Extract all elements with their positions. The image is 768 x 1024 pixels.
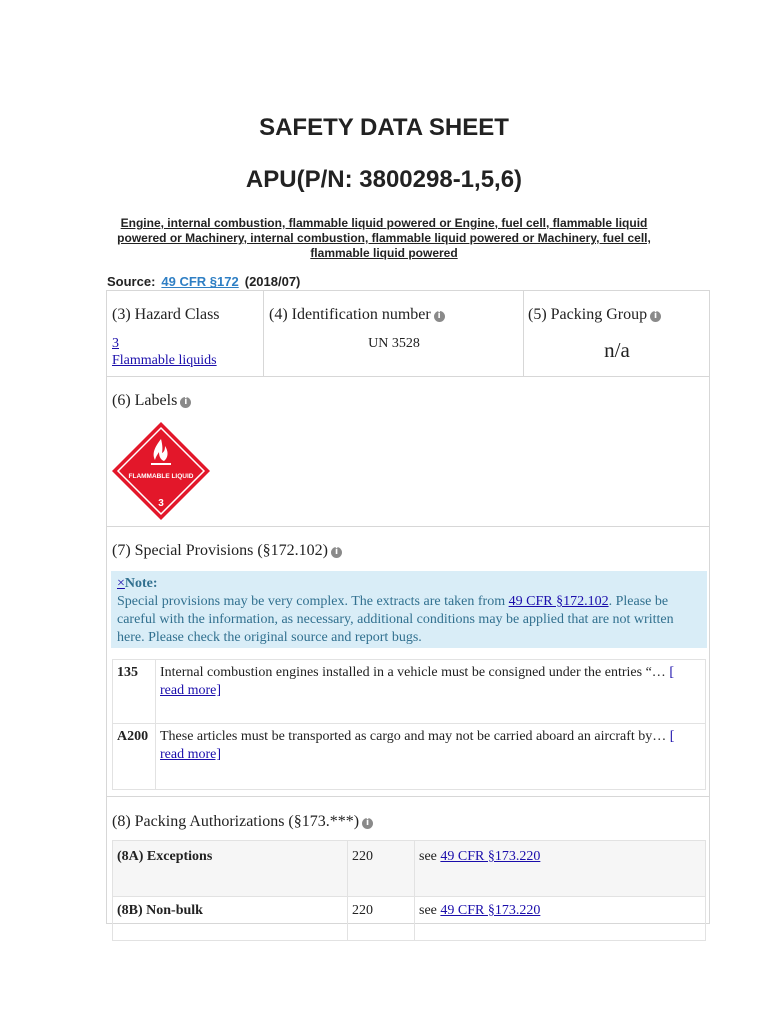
authorization-label: (8A) Exceptions xyxy=(113,841,348,897)
product-name: APU(P/N: 3800298-1,5,6) xyxy=(245,166,523,193)
special-provisions-header xyxy=(112,542,342,560)
shipping-name: Engine, internal combustion, flammable liquid powered or Engine, fuel cell, flammable liquid powered or Machinery, internal combustion, flammable liquid powered or Machinery, fuel cell, flammable liquid powered xyxy=(117,216,651,260)
provision-text: Internal combustion engines installed in a vehicle must be consigned under the entries “… xyxy=(160,665,666,680)
cfr-173-link[interactable]: 49 CFR §173.220 xyxy=(440,849,541,864)
authorization-value: 220 xyxy=(348,841,415,897)
flammable-liquid-label xyxy=(111,421,211,521)
read-more-link[interactable]: [ read more] xyxy=(160,665,674,698)
cfr-173-link[interactable]: 49 CFR §173.220 xyxy=(440,903,541,918)
hazard-class-link[interactable]: 3 xyxy=(112,336,119,351)
flame-base xyxy=(151,463,171,465)
info-icon[interactable]: i xyxy=(180,397,191,408)
packing-group-value: n/a xyxy=(604,338,630,362)
packing-authorizations-table xyxy=(112,840,706,941)
packing-group-header xyxy=(528,306,661,324)
source-link[interactable]: 49 CFR §172 xyxy=(161,274,239,289)
provision-code: 135 xyxy=(113,660,156,724)
packing-authorizations-header-text: (8) Packing Authorizations (§173.***) xyxy=(112,813,360,830)
identification-header-text: (4) Identification number xyxy=(269,306,431,323)
special-provisions-header-text: (7) Special Provisions (§172.102) xyxy=(112,542,328,559)
note-text-before: Special provisions may be very complex. The extracts are taken from xyxy=(117,594,509,609)
note-box xyxy=(111,571,707,648)
table-row xyxy=(113,660,706,724)
identification-header xyxy=(269,306,445,324)
packing-group-cell xyxy=(524,291,710,377)
label-number: 3 xyxy=(158,498,164,509)
hazard-class-name-link[interactable]: Flammable liquids xyxy=(112,353,217,368)
read-more-link[interactable]: [ read more] xyxy=(160,729,675,762)
labels-header xyxy=(112,392,191,410)
info-icon[interactable]: i xyxy=(331,547,342,558)
source-date: (2018/07) xyxy=(244,274,301,289)
special-provisions-table xyxy=(112,659,706,790)
authorization-label: (8B) Non-bulk xyxy=(113,897,348,941)
source-line xyxy=(107,274,300,289)
authorization-reference xyxy=(415,897,706,941)
see-text: see xyxy=(419,849,437,864)
provision-text-cell xyxy=(156,724,706,790)
label-image-link[interactable] xyxy=(205,498,209,508)
hazard-class-header: (3) Hazard Class xyxy=(112,306,220,323)
source-label: Source: xyxy=(107,274,156,289)
note-heading-line xyxy=(117,575,701,593)
provision-text-cell xyxy=(156,660,706,724)
label-text: FLAMMABLE LIQUID xyxy=(128,473,194,480)
labels-header-text: (6) Labels xyxy=(112,392,178,409)
info-icon[interactable]: i xyxy=(362,818,373,829)
close-icon[interactable]: × xyxy=(117,576,125,591)
note-text xyxy=(117,593,701,647)
note-text-after: . Please be careful with the information, as necessary, additional conditions may be applied that are not written here. Please check the original source and report bugs. xyxy=(117,594,674,645)
provision-code: A200 xyxy=(113,724,156,790)
provision-text: These articles must be transported as cargo and may not be carried aboard an aircraft by… xyxy=(160,729,667,744)
note-cfr-link[interactable]: 49 CFR §172.102 xyxy=(508,594,609,609)
packing-group-header-text: (5) Packing Group xyxy=(528,306,648,323)
info-icon[interactable]: i xyxy=(434,311,445,322)
table-row xyxy=(113,897,706,941)
table-row xyxy=(113,841,706,897)
info-icon[interactable]: i xyxy=(650,311,661,322)
packing-authorizations-header xyxy=(112,813,373,831)
hazard-class-cell xyxy=(107,291,264,377)
see-text: see xyxy=(419,903,437,918)
authorization-reference xyxy=(415,841,706,897)
document-title: SAFETY DATA SHEET xyxy=(259,114,509,141)
table-row xyxy=(113,724,706,790)
note-heading: Note: xyxy=(124,576,158,591)
identification-cell xyxy=(264,291,524,377)
identification-number: UN 3528 xyxy=(368,336,420,351)
authorization-value: 220 xyxy=(348,897,415,941)
labels-cell xyxy=(107,377,709,527)
